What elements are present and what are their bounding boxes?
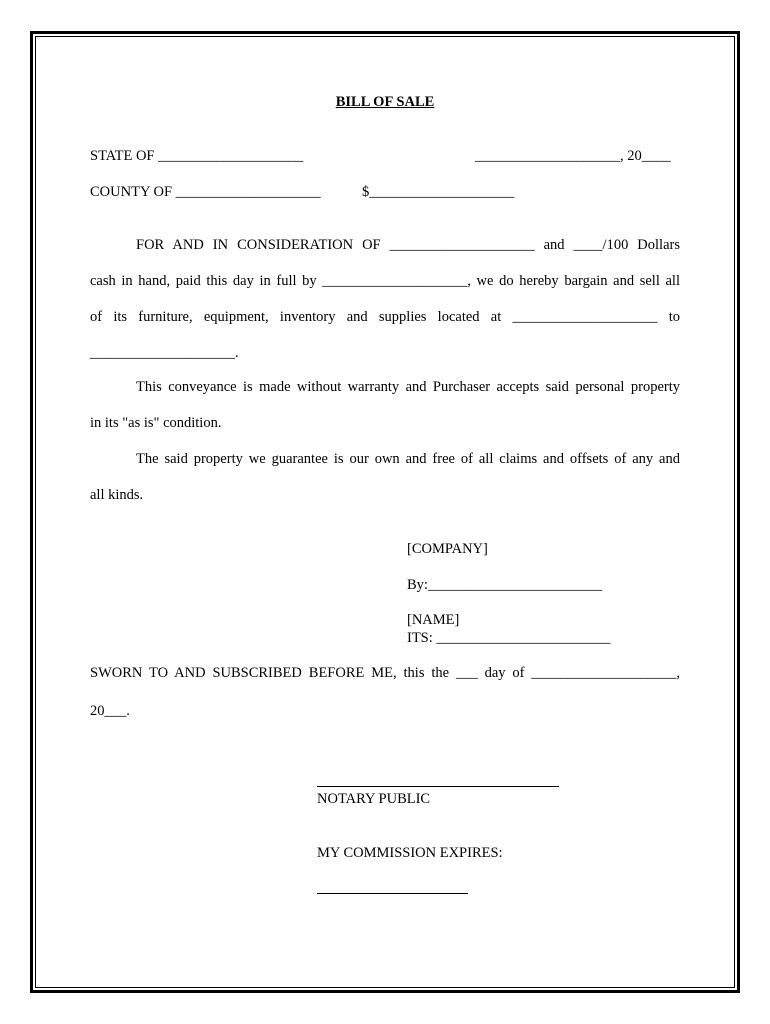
- warranty-line-1: This conveyance is made without warranty and Purchaser accepts said personal property: [136, 379, 680, 395]
- sworn-line-2: 20___.: [90, 703, 130, 719]
- guarantee-line-2: all kinds.: [90, 487, 144, 503]
- notary-signature-rule: [317, 786, 559, 787]
- document-title: BILL OF SALE: [335, 94, 435, 110]
- sworn-line-1: SWORN TO AND SUBSCRIBED BEFORE ME, this the ___ day of ____________________,: [90, 665, 680, 681]
- commission-expires-label: MY COMMISSION EXPIRES:: [317, 845, 503, 861]
- consideration-line-3: of its furniture, equipment, inventory and supplies located at ____________________ to: [90, 309, 680, 325]
- company-placeholder: [COMPANY]: [407, 541, 488, 557]
- consideration-line-1: FOR AND IN CONSIDERATION OF ____________________ and ____/100 Dollars: [136, 237, 680, 253]
- date-line: ____________________, 20____: [475, 148, 671, 164]
- commission-date-rule: [317, 893, 468, 894]
- consideration-line-2: cash in hand, paid this day in full by ____________________, we do hereby bargain and sell all: [90, 273, 680, 289]
- its-title-line: ITS: ________________________: [407, 630, 611, 646]
- warranty-line-2: in its "as is" condition.: [90, 415, 222, 431]
- consideration-line-4: ____________________.: [90, 345, 239, 361]
- name-placeholder: [NAME]: [407, 612, 460, 628]
- guarantee-line-1: The said property we guarantee is our own and free of all claims and offsets of any and: [136, 451, 680, 467]
- notary-public-label: NOTARY PUBLIC: [317, 791, 431, 807]
- state-line: STATE OF ____________________: [90, 148, 304, 164]
- county-line: COUNTY OF ____________________: [90, 184, 321, 200]
- amount-line: $____________________: [362, 184, 515, 200]
- by-signature-line: By:________________________: [407, 577, 602, 593]
